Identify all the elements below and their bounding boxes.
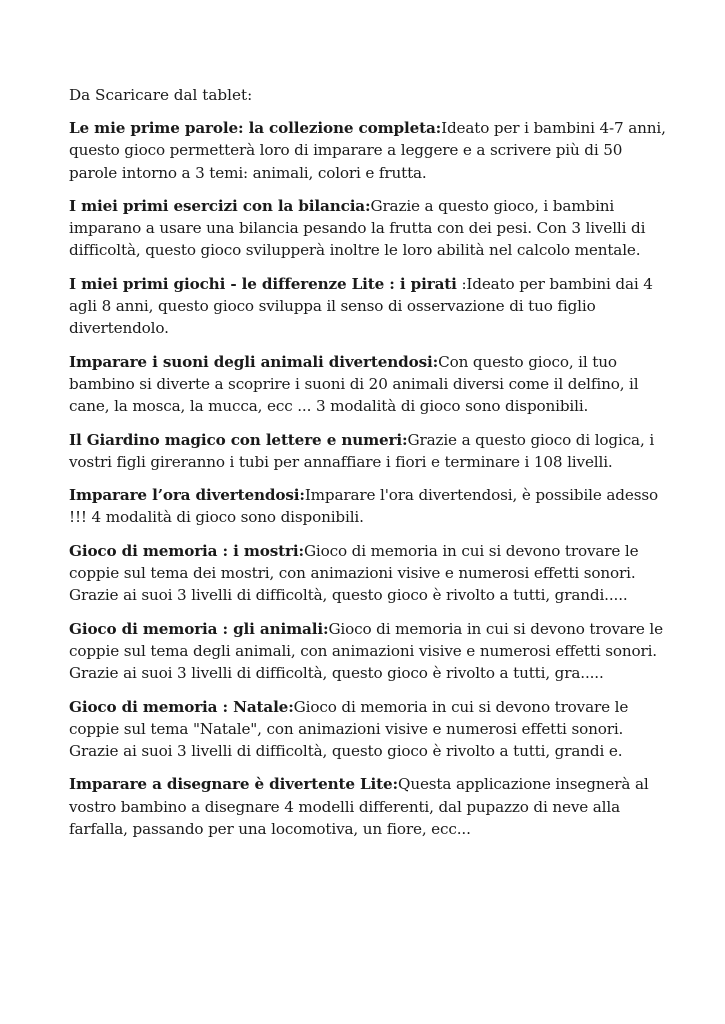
entry-text: Questa applicazione insegnerà al vostro bambino a disegnare 4 modelli differenti, dal pupazzo di neve alla farfalla, passando per una locomotiva, un fiore, ecc...	[69, 775, 649, 839]
entry-title: Imparare i suoni degli animali divertendosi:	[69, 352, 439, 371]
entry-text: Con questo gioco, il tuo bambino si diverte a scoprire i suoni di 20 animali diversi come il delfino, il cane, la mosca, la mucca, ecc ... 3 modalità di gioco sono disponibili.	[69, 352, 639, 416]
entry-text: :Ideato per bambini dai 4 agli 8 anni, questo gioco sviluppa il senso di osservazione di tuo figlio divertendolo.	[69, 274, 653, 338]
entry-title: I miei primi esercizi con la bilancia:	[69, 196, 371, 215]
intro-line: Da Scaricare dal tablet:	[69, 86, 253, 104]
entry-imparare-disegnare	[69, 773, 669, 840]
entry-text: Ideato per i bambini 4-7 anni, questo gioco permetterà loro di imparare a leggere e a scrivere più di 50 parole intorno a 3 temi: animali, colori e frutta.	[69, 119, 666, 182]
entry-title: I miei primi giochi - le differenze Lite : i pirati	[69, 274, 457, 293]
entry-bilancia	[69, 195, 669, 262]
entry-differenze-pirati	[69, 273, 669, 340]
entry-suoni-animali	[69, 351, 669, 418]
entry-text: Gioco di memoria in cui si devono trovare le coppie sul tema degli animali, con animazioni visive e numerosi effetti sonori. Grazie ai suoi 3 livelli di difficoltà, questo gioco è rivolto a tutti, gra.....	[69, 619, 663, 683]
entry-memoria-mostri	[69, 540, 669, 607]
entry-title: Imparare l’ora divertendosi:	[69, 486, 305, 505]
entry-memoria-natale	[69, 696, 669, 763]
entry-giardino-magico	[69, 429, 669, 474]
entry-text: Gioco di memoria in cui si devono trovare le coppie sul tema dei mostri, con animazioni visive e numerosi effetti sonori. Grazie ai suoi 3 livelli di difficoltà, questo gioco è rivolto a tutti, grandi.....	[69, 541, 639, 605]
entry-title: Gioco di memoria : Natale:	[69, 697, 294, 716]
entry-le-mie-prime-parole	[69, 117, 669, 184]
entry-title: Il Giardino magico con lettere e numeri:	[69, 430, 408, 449]
entry-title: Gioco di memoria : i mostri:	[69, 541, 304, 560]
entry-title: Gioco di memoria : gli animali:	[69, 619, 329, 638]
entry-text: Imparare l'ora divertendosi, è possibile adesso !!! 4 modalità di gioco sono disponibili.	[69, 486, 658, 527]
entry-title: Imparare a disegnare è divertente Lite:	[69, 775, 399, 794]
entry-title: Le mie prime parole: la collezione completa:	[69, 119, 442, 137]
entry-imparare-ora	[69, 484, 669, 529]
entry-text: Grazie a questo gioco, i bambini imparano a usare una bilancia pesando la frutta con dei pesi. Con 3 livelli di difficoltà, questo gioco svilupperà inoltre le loro abilità nel calcolo mentale.	[69, 196, 646, 260]
entry-text: Grazie a questo gioco di logica, i vostri figli gireranno i tubi per annaffiare i fiori e terminare i 108 livelli.	[69, 430, 655, 471]
entry-text: Gioco di memoria in cui si devono trovare le coppie sul tema "Natale", con animazioni visive e numerosi effetti sonori. Grazie ai suoi 3 livelli di difficoltà, questo gioco è rivolto a tutti, grandi e.	[69, 697, 629, 761]
entry-memoria-animali	[69, 618, 669, 685]
document-page	[69, 84, 669, 851]
